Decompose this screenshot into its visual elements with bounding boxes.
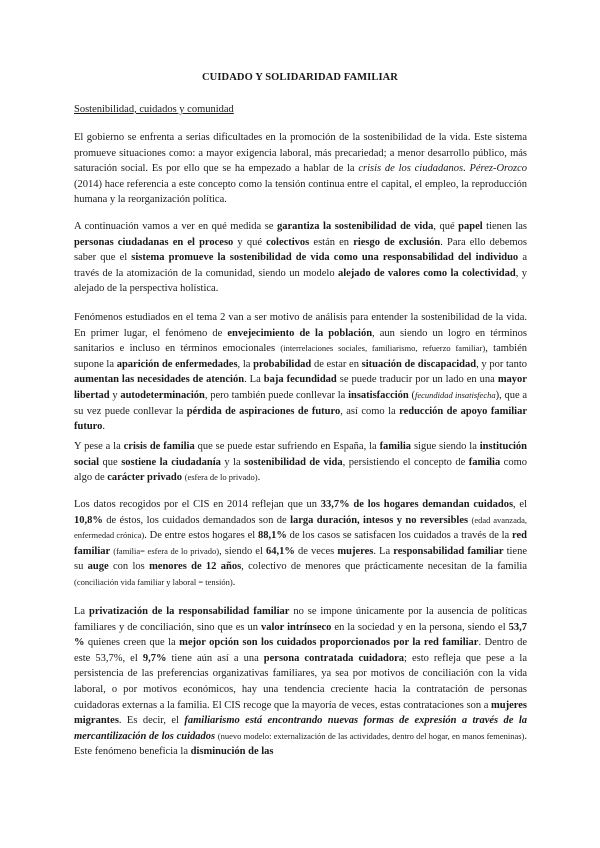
text-run: . — [257, 472, 261, 484]
text-run: , la — [237, 358, 254, 370]
paragraph — [74, 497, 527, 591]
paragraph — [74, 219, 527, 297]
text-run: familia — [468, 456, 501, 468]
text-run: 53,7 % — [74, 621, 527, 649]
text-run: (nuevo modelo: externalización de las actividades, dentro del hogar, en manos femeninas) — [217, 730, 525, 741]
text-run: Los datos recogidos por el CIS en 2014 reflejan que un — [74, 499, 321, 510]
text-run: que se puede estar sufriendo en España, la — [194, 441, 380, 452]
text-run: y qué — [233, 236, 267, 248]
text-run: . La — [373, 545, 394, 557]
text-run: mujeres migrantes — [74, 699, 527, 727]
text-run: persona contratada cuidadora — [263, 652, 404, 664]
text-run: 64,1% — [265, 545, 295, 557]
text-run: personas ciudadanas en el proceso — [74, 236, 234, 248]
text-run: (edad avanzada, enfermedad crónica) — [74, 514, 527, 541]
text-run: . Es decir, el — [118, 715, 185, 727]
text-run: crisis de familia — [123, 441, 195, 452]
text-run: con los — [108, 561, 150, 573]
text-run: La — [74, 606, 89, 617]
text-run: de éstos, los cuidados demandados son de — [102, 514, 291, 526]
text-run: larga duración, intesos y no reversibles — [290, 514, 469, 526]
text-run: familia — [379, 441, 412, 452]
text-run: (interrelaciones sociales, familiarismo, refuerzo familiar) — [280, 343, 486, 354]
text-run: responsabilidad familiar — [393, 545, 504, 557]
text-run: sostenibilidad de vida — [244, 456, 343, 468]
text-run: reducción de apoyo familiar futuro — [74, 405, 527, 433]
text-run: y — [109, 389, 121, 401]
text-run: 9,7% — [142, 652, 167, 664]
text-run: . — [232, 576, 236, 588]
text-run: insatisfacción — [348, 389, 409, 401]
text-run: como algo de — [74, 456, 528, 484]
text-run: . — [463, 163, 470, 175]
text-run: , qué — [433, 221, 459, 232]
text-run: aparición de enfermedades — [116, 358, 238, 370]
paragraph — [74, 130, 527, 208]
text-run: colectivos — [266, 236, 310, 248]
text-run: A continuación vamos a ver en qué medida se — [74, 221, 277, 232]
text-run: 88,1% — [257, 530, 287, 542]
text-run: baja fecundidad — [263, 374, 337, 386]
text-run: . — [102, 421, 106, 433]
text-run: quienes creen que la — [84, 637, 180, 649]
text-run: , pero también puede conllevar la — [204, 389, 349, 401]
text-run: de veces — [294, 545, 338, 557]
text-run: , y por tanto — [476, 358, 527, 370]
text-run: auge — [87, 561, 109, 573]
paragraph — [74, 604, 527, 760]
paragraph — [74, 439, 527, 486]
text-run: tienen las — [482, 221, 527, 232]
text-run: Pérez-Orozco — [469, 163, 527, 175]
text-run: en la sociedad y en la persona, siendo el — [331, 621, 509, 633]
text-run: , también supone la — [74, 343, 528, 370]
text-run: carácter privado — [107, 472, 182, 484]
text-run: no se impone únicamente por la ausencia de políticas familiares y de conciliación, sino que es un — [74, 606, 528, 633]
text-run: 33,7% de los hogares demandan cuidados — [320, 499, 514, 510]
text-run: riesgo de exclusión — [353, 236, 441, 248]
text-run: , y alejado de la perspectiva holística. — [74, 267, 528, 295]
text-run: menores de 12 años — [149, 561, 242, 573]
text-run: aumentan las necesidades de atención — [74, 374, 245, 386]
section-heading: Sostenibilidad, cuidados y comunidad — [74, 104, 234, 115]
text-run: 10,8% — [74, 514, 103, 526]
text-run: están en — [309, 236, 354, 248]
text-run: . La — [244, 374, 264, 386]
text-run: mayor libertad — [74, 374, 527, 401]
text-run: Y pese a la — [74, 441, 124, 452]
text-run: autodeterminación — [120, 389, 205, 401]
paragraph — [74, 310, 527, 435]
text-run: disminución de las — [190, 746, 274, 758]
text-run: de los casos se satisfacen los cuidados a través de la — [286, 530, 512, 542]
text-run: papel — [458, 221, 483, 232]
text-run: envejecimiento de la población — [227, 327, 373, 339]
text-run: crisis de los ciudadanos — [358, 163, 464, 175]
text-run: probabilidad — [253, 358, 312, 370]
text-run: que — [99, 456, 122, 468]
text-run: y la — [220, 456, 245, 468]
text-run: red familiar — [74, 530, 527, 557]
text-run: . Este fenómeno beneficia la — [74, 730, 527, 758]
text-run: valor intrínseco — [260, 621, 332, 633]
document-title: CUIDADO Y SOLIDARIDAD FAMILIAR — [202, 72, 398, 83]
text-run: (conciliación vida familiar y laboral = tensión) — [74, 576, 233, 587]
text-run: situación de discapacidad — [361, 358, 477, 370]
text-run: Fenómenos estudiados en el tema 2 van a ser motivo de análisis para entender la sostenibilidad de la vida. En primer lugar, el fenómeno de — [74, 312, 527, 339]
text-run: sistema promueve la sostenibilidad de vida como una responsabilidad del individuo — [131, 252, 519, 264]
text-run: familiarismo está encontrando nuevas formas de expresión a través de la mercantilización de los cuidados — [74, 715, 527, 742]
text-run: de estar en — [311, 358, 362, 370]
text-run: tiene su — [74, 545, 528, 573]
text-run: mujeres — [337, 545, 374, 557]
text-run: . Para ello debemos saber que el — [74, 236, 527, 264]
text-run: alejado de valores como la colectividad — [337, 267, 516, 279]
text-run: . De entre estos hogares el — [144, 530, 258, 542]
text-run: ), que a su vez puede conllevar la — [74, 389, 527, 417]
text-run: , persistiendo el concepto de — [342, 456, 469, 468]
text-run: (2014) hace referencia a este concepto como la tensión continua entre el capital, el empleo, la reproducción humana y la reorganización política. — [74, 178, 527, 206]
text-run: mejor opción son los cuidados proporcionados por la red familiar — [179, 637, 479, 649]
text-run: pérdida de aspiraciones de futuro — [186, 405, 341, 417]
text-run: institución social — [74, 441, 528, 468]
text-run: (esfera de lo privado) — [184, 472, 258, 483]
text-run: , siendo el — [219, 545, 266, 557]
text-run: privatización de la responsabilidad familiar — [89, 606, 290, 617]
text-run: , colectivo de menores que prácticamente necesitan de la familia — [241, 561, 527, 573]
text-run: fecundidad insatisfecha — [414, 389, 496, 400]
text-run: . Dentro de este 53,7%, el — [74, 637, 527, 664]
text-run: , así como la — [340, 405, 400, 417]
text-run: (familia= esfera de lo privado) — [113, 545, 220, 556]
text-run: ( — [408, 389, 415, 401]
text-run: sigue siendo la — [411, 441, 480, 452]
text-run: se puede traducir por un lado en una — [336, 374, 498, 386]
text-run: , aun siendo un logro en términos sanitarios e incluso en términos emocionales — [74, 327, 527, 355]
text-run: tiene aún así a una — [166, 652, 264, 664]
text-run: El gobierno se enfrenta a serias dificultades en la promoción de la sostenibilidad de la vida. Este sistema promueve situaciones como: a mayor exigencia laboral, más precariedad; a menor desarrollo público, más saturación social. Es por ello que se ha empezado a hablar de la — [74, 132, 527, 175]
text-run: garantiza la sostenibilidad de vida — [276, 221, 434, 232]
text-run: , el — [513, 499, 528, 510]
text-run: sostiene la ciudadanía — [121, 456, 221, 468]
text-run: ; esto refleja que pese a la persistencia de las preferencias organizativas familiares, ya sea por motivos de conciliación con la vida laboral, o por motivos económicos, hay una tendencia creciente hacia la contratación de personas cuidadoras externas a la familia. El CIS recoge que la mayoría de veces, estas contrataciones son a — [74, 652, 527, 711]
text-run: a través de la atomización de la comunidad, siendo un modelo — [74, 252, 527, 279]
